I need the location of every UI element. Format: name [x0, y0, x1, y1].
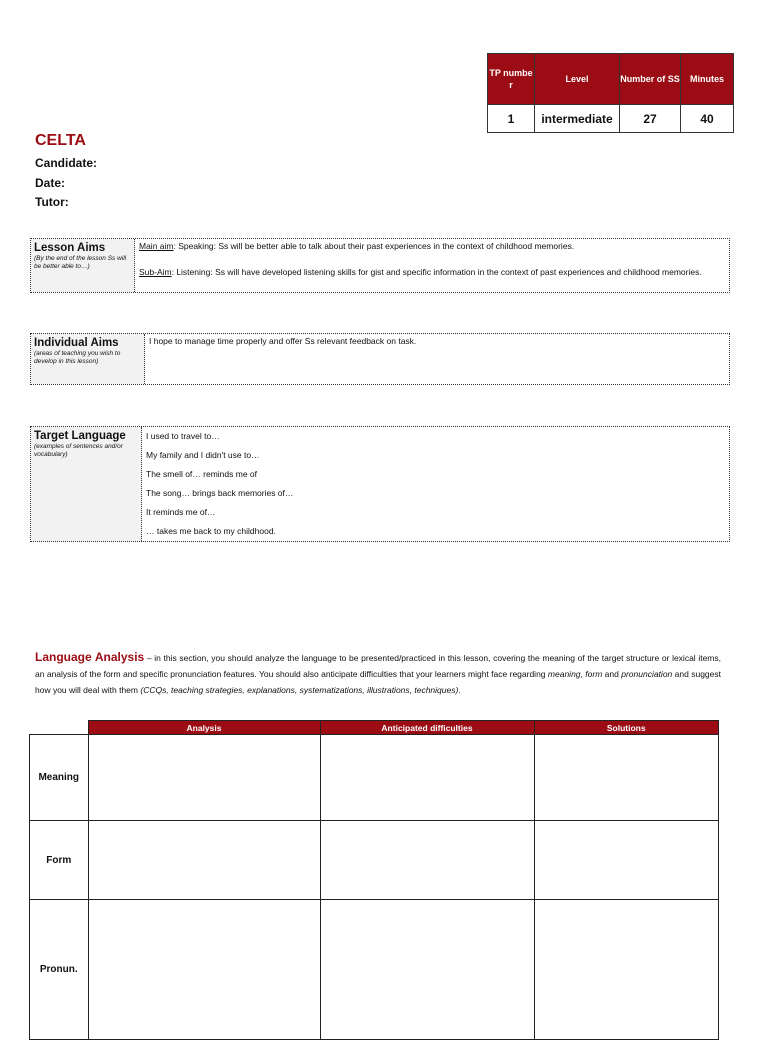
form-solutions-cell[interactable] — [534, 821, 719, 900]
tp-table-header-row — [488, 54, 734, 105]
analysis-column-header: Analysis — [88, 721, 320, 735]
individual-aims-label-cell — [31, 334, 145, 384]
meaning-difficulties-cell[interactable] — [320, 735, 534, 821]
level-header: Level — [535, 54, 620, 105]
tp-number-value: 1 — [488, 105, 535, 133]
tp-table-value-row — [488, 105, 734, 133]
language-analysis-title: Language Analysis — [35, 650, 145, 664]
meaning-solutions-cell[interactable] — [534, 735, 719, 821]
solutions-column-header: Solutions — [534, 721, 719, 735]
lesson-aims-title: Lesson Aims — [34, 242, 106, 254]
candidate-label: Candidate: — [35, 156, 98, 170]
individual-aims-title: Individual Aims — [34, 337, 119, 349]
number-of-ss-value: 27 — [620, 105, 681, 133]
form-analysis-cell[interactable] — [88, 821, 320, 900]
target-language-label-cell — [31, 427, 142, 541]
language-analysis-examples: (CCQs, teaching strategies, explanations, systematizations, illustrations, techniques) — [140, 685, 459, 695]
lesson-aims-subtitle: (By the end of the lesson Ss will be better able to…) — [34, 255, 127, 270]
target-language-item: It reminds me of… — [146, 507, 216, 517]
target-language-item: My family and I didn't use to… — [146, 450, 260, 460]
target-language-content — [142, 427, 729, 541]
language-analysis-text-2: and suggest how you will deal with them — [35, 669, 721, 695]
difficulties-column-header: Anticipated difficulties — [320, 721, 534, 735]
target-language-subtitle: (examples of sentences and/or vocabulary) — [34, 443, 123, 458]
individual-aims-box — [30, 333, 730, 385]
lesson-aims-box — [30, 238, 730, 293]
target-language-title: Target Language — [34, 430, 126, 442]
number-of-ss-header: Number of SS — [620, 54, 681, 105]
sub-aim-text: : Listening: Ss will have developed listening skills for gist and specific information in the context of past experiences and childhood memories. — [171, 267, 702, 277]
pronunciation-difficulties-cell[interactable] — [320, 900, 534, 1040]
form-row-label: Form — [30, 821, 89, 900]
tp-summary-table — [487, 53, 734, 133]
main-aim — [139, 240, 725, 253]
language-analysis-text: in this section, you should analyze the language to be presented/practiced in this lesson, covering the meaning of the target structure or lexical items, an analysis of the form and specific pronunciation features. You should also anticipate difficulties that your learners might face regarding — [35, 653, 721, 679]
target-language-item: I used to travel to… — [146, 431, 220, 441]
language-analysis-grid — [29, 720, 719, 1040]
pronunciation-row-label: Pronun. — [30, 900, 89, 1040]
minutes-value: 40 — [681, 105, 734, 133]
grid-row-meaning — [30, 735, 719, 821]
sub-aim-label: Sub-Aim — [139, 267, 172, 277]
grid-row-form — [30, 821, 719, 900]
date-label: Date: — [35, 176, 66, 190]
main-aim-text: : Speaking: Ss will be better able to talk about their past experiences in the context of childhood memories. — [173, 241, 575, 251]
lesson-aims-content — [135, 239, 729, 292]
target-language-item: The song… brings back memories of… — [146, 488, 294, 498]
grid-corner — [30, 721, 89, 735]
minutes-header: Minutes — [681, 54, 734, 105]
language-analysis-paragraph — [35, 649, 721, 698]
level-value: intermediate — [535, 105, 620, 133]
individual-aims-content: I hope to manage time properly and offer Ss relevant feedback on task. — [149, 336, 417, 346]
meaning-word: meaning — [547, 669, 581, 679]
form-difficulties-cell[interactable] — [320, 821, 534, 900]
and-word: and — [602, 669, 622, 679]
language-analysis-dash: – — [144, 653, 155, 663]
meaning-analysis-cell[interactable] — [88, 735, 320, 821]
pronunciation-solutions-cell[interactable] — [534, 900, 719, 1040]
target-language-item: The smell of… reminds me of — [146, 469, 258, 479]
form-word: form — [585, 669, 603, 679]
tutor-label: Tutor: — [35, 195, 69, 209]
grid-header-row — [30, 721, 719, 735]
meaning-row-label: Meaning — [30, 735, 89, 821]
document-title: CELTA — [35, 132, 86, 149]
target-language-box — [30, 426, 730, 542]
target-language-item: … takes me back to my childhood. — [146, 526, 276, 536]
comma: , — [580, 669, 586, 679]
grid-row-pronunciation — [30, 900, 719, 1040]
individual-aims-subtitle: (areas of teaching you wish to develop in this lesson) — [34, 350, 121, 365]
period: . — [458, 685, 461, 695]
pronunciation-word: pronunciation — [621, 669, 673, 679]
sub-aim — [139, 266, 725, 279]
tp-number-header: TP numbe r — [488, 54, 535, 105]
main-aim-label: Main aim — [139, 241, 174, 251]
lesson-aims-label-cell — [31, 239, 135, 292]
pronunciation-analysis-cell[interactable] — [88, 900, 320, 1040]
